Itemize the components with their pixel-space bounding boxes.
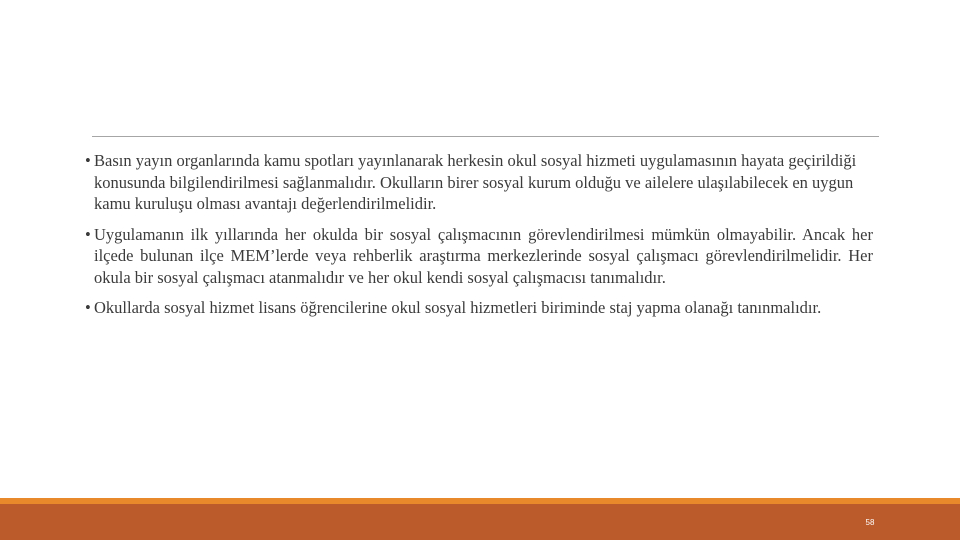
bullet-item [85, 297, 873, 319]
bullet-item [85, 150, 873, 215]
bullet-marker: • [85, 224, 91, 244]
bullet-text: Okullarda sosyal hizmet lisans öğrencilerine okul sosyal hizmetleri biriminde staj yapma olanağı tanınmalıdır. [94, 298, 822, 317]
bullet-item [85, 224, 873, 289]
bullet-marker: • [85, 298, 91, 317]
footer-bar [0, 504, 960, 540]
bullet-marker: • [85, 151, 91, 170]
page-number: 58 [865, 518, 875, 527]
bullet-text: Uygulamanın ilk yıllarında her okulda bir sosyal çalışmacının görevlendirilmesi mümkün olmayabilir. Ancak her ilçede bulunan ilçe MEM’lerde veya rehberlik araştırma merkezlerinde sosyal çalışmacı görevlendirilmelidir. Her okula bir sosyal çalışmacı atanmalıdır ve her okul kendi sosyal çalışmacısı tanımalıdır. [94, 224, 873, 287]
title-divider [92, 136, 879, 137]
slide-body [85, 150, 873, 328]
bullet-text: Basın yayın organlarında kamu spotları yayınlanarak herkesin okul sosyal hizmeti uygulamasının hayata geçirildiği konusunda bilgilendirilmesi sağlanmalıdır. Okulların birer sosyal kurum olduğu ve ailelere ulaşılabilecek en uygun kamu kuruluşu olması avantajı değerlendirilmelidir. [94, 151, 857, 213]
